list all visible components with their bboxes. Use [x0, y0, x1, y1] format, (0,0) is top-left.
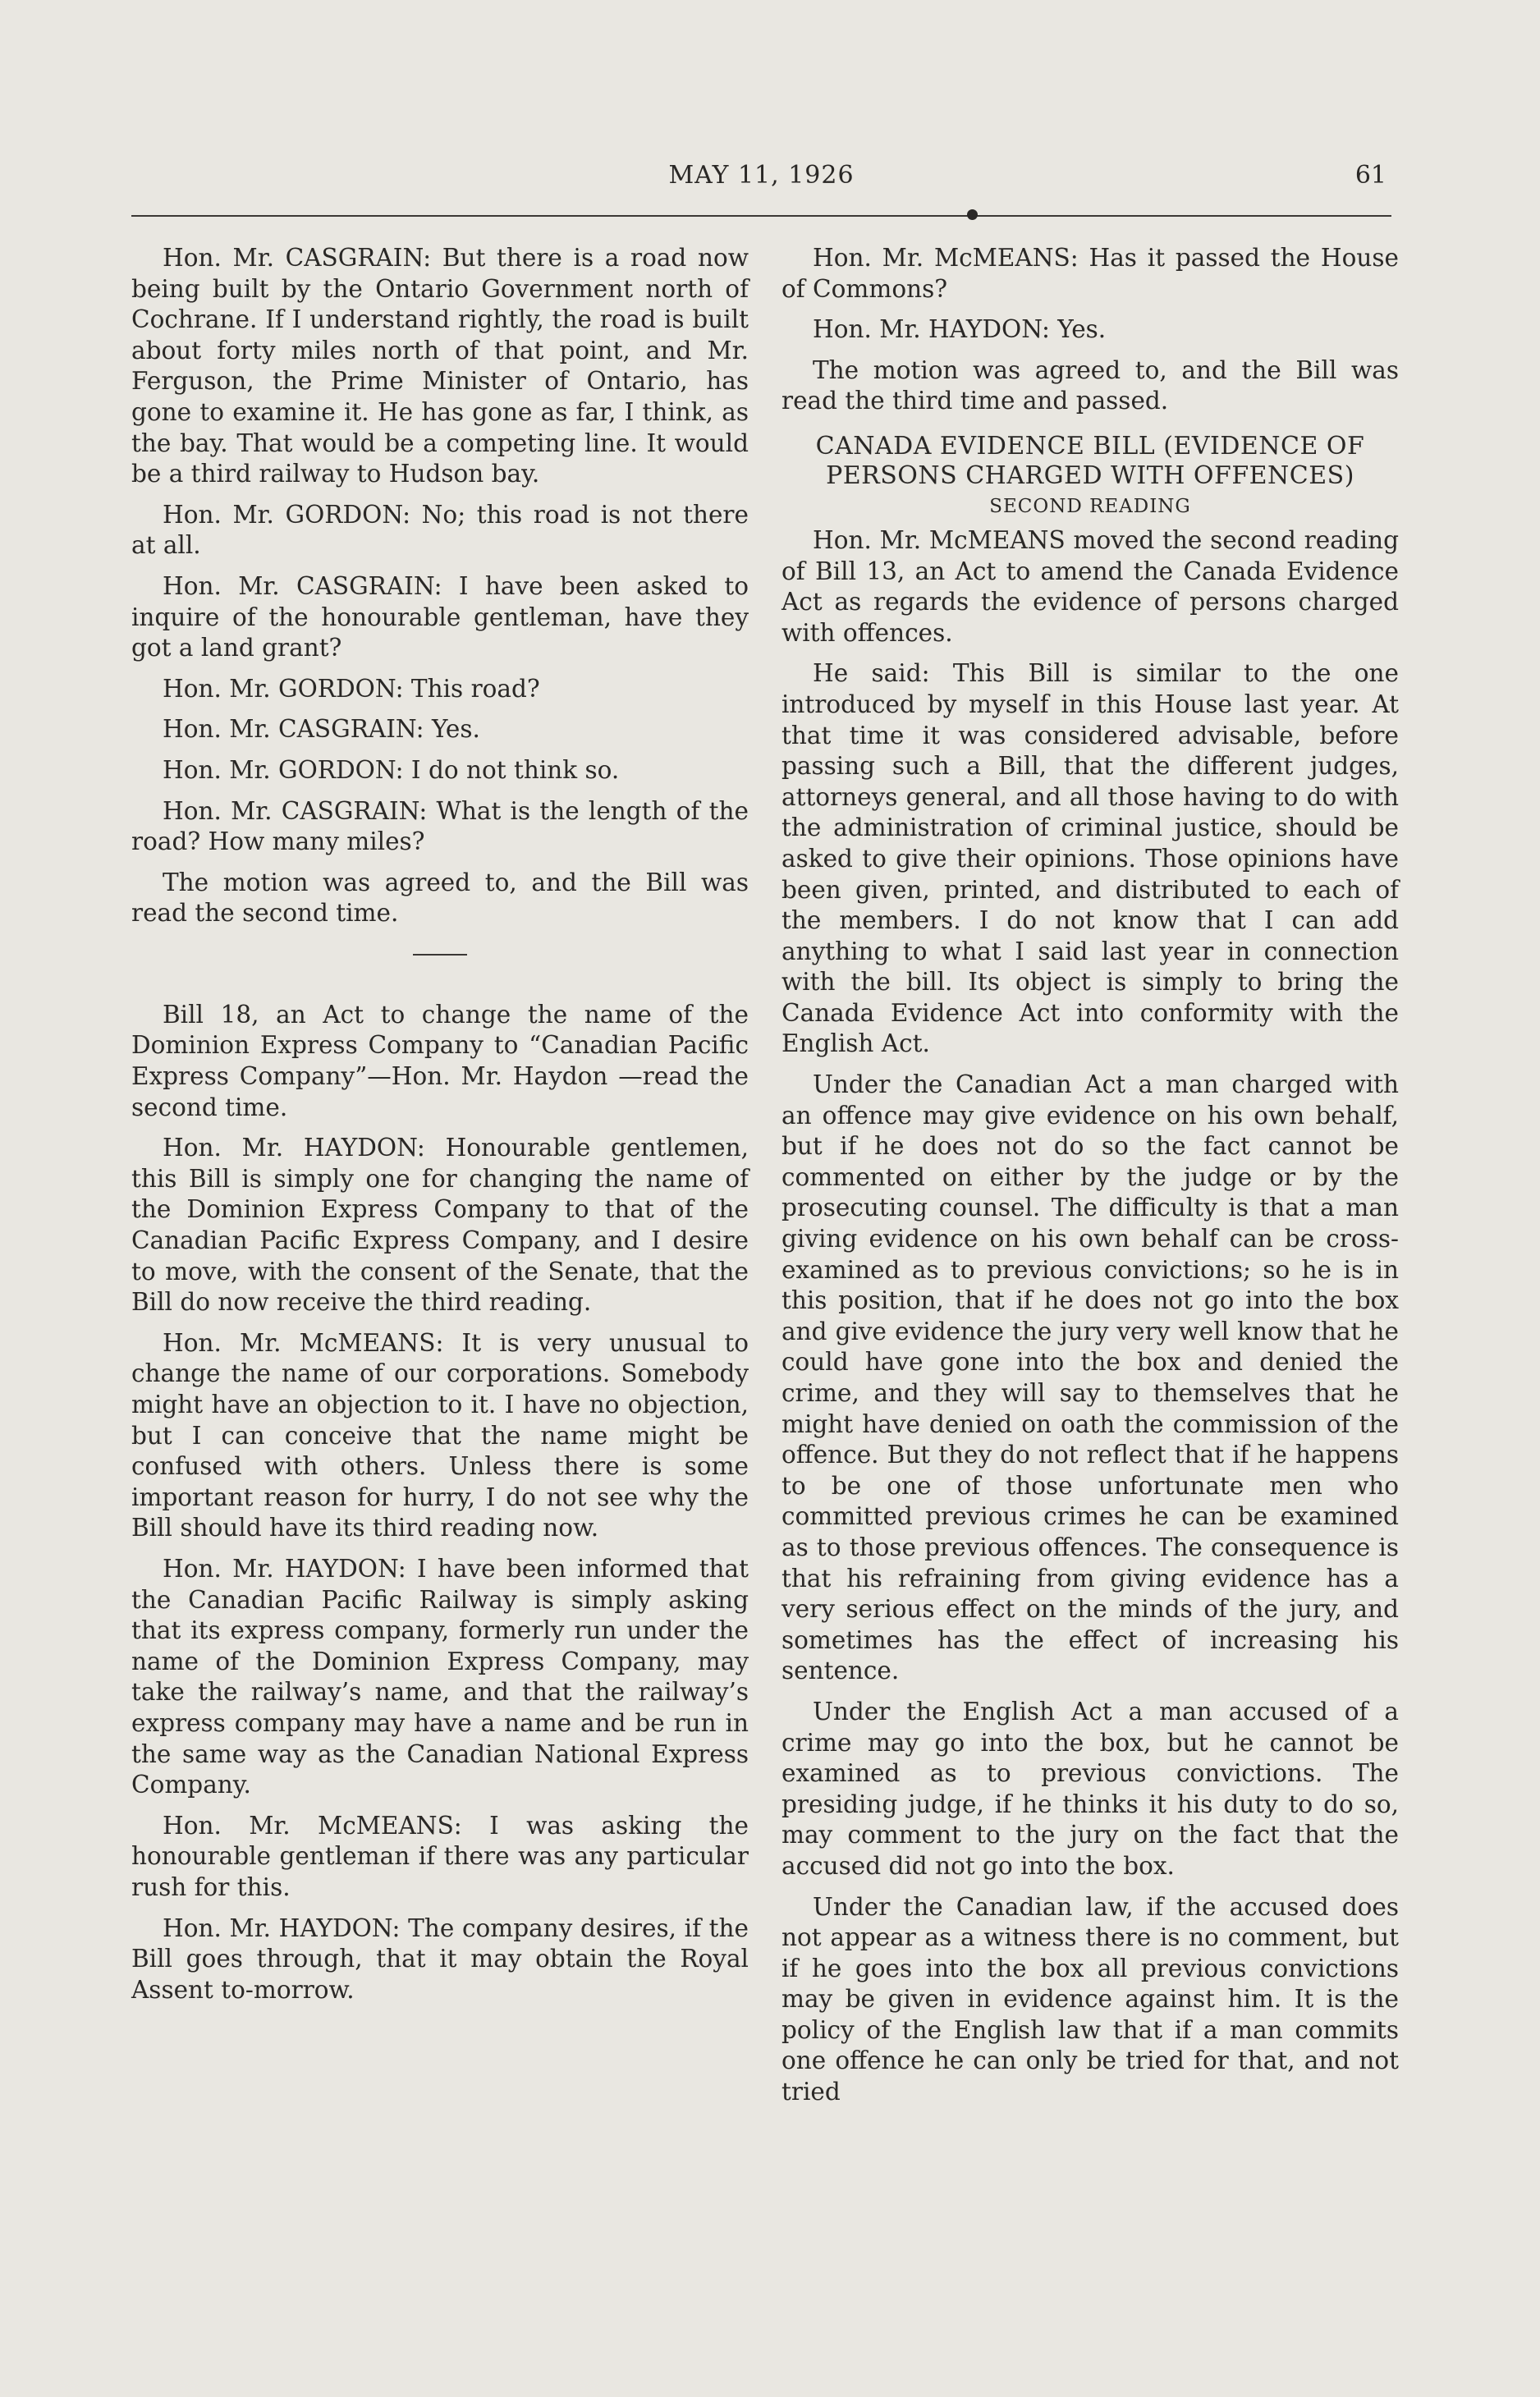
paragraph: Bill 18, an Act to change the name of the Dominion Express Company to “Canadian Pacific Express Company”—Hon. Mr. Haydon —read the second time. — [131, 1000, 749, 1121]
header-rule — [131, 215, 1391, 217]
paragraph: Hon. Mr. HAYDON: I have been informed that the Canadian Pacific Railway is simply asking that its express company, formerly run under the name of the Dominion Express Company, may take the railway’s name, and that the railway’s express company may have a name and be run in the same way as the Canadian National Express Company. — [131, 1554, 749, 1799]
section-heading: CANADA EVIDENCE BILL (EVIDENCE OF PERSONS CHARGED WITH OFFENCES) — [815, 431, 1365, 490]
paragraph: Hon. Mr. GORDON: I do not think so. — [163, 755, 620, 784]
right-column — [781, 243, 1399, 2118]
page-date: MAY 11, 1926 — [668, 161, 855, 190]
left-column — [131, 243, 749, 2015]
paragraph: Under the Canadian Act a man charged with an offence may give evidence on his own behalf, but if he does not do so the fact cannot be commented on either by the judge or by the prosecuting counsel. The difficulty is that a man giving evidence on his own behalf can be cross-examined as to previous convictions; so he is in this position, that if he does not go into the box and give evidence the jury very well know that he could have gone into the box and denied the crime, and they will say to themselves that he might have denied on oath the commission of the offence. But they do not reflect that if he happens to be one of those unfortunate men who committed previous crimes he can be examined as to those previous offences. The consequence is that his refraining from giving evidence has a very serious effect on the minds of the jury, and sometimes has the effect of increasing his sentence. — [781, 1070, 1399, 1685]
paragraph: Under the Canadian law, if the accused does not appear as a witness there is no comment, but if he goes into the box all previous convictions may be given in evidence against him. It is the policy of the English law that if a man commits one offence he can only be tried for that, and not tried — [781, 1892, 1399, 2106]
paragraph: Hon. Mr. CASGRAIN: But there is a road now being built by the Ontario Government north of Cochrane. If I understand rightly, the road is built about forty miles north of that point, and Mr. Ferguson, the Prime Minister of Ontario, has gone to examine it. He has gone as far, I think, as the bay. That would be a competing line. It would be a third railway to Hudson bay. — [131, 244, 749, 488]
section-separator — [413, 954, 467, 956]
section-subheading: SECOND READING — [989, 495, 1191, 517]
paragraph: Hon. Mr. HAYDON: Honourable gentlemen, this Bill is simply one for changing the name of the Dominion Express Company to that of the Canadian Pacific Express Company, and I desire to move, with the consent of the Senate, that the Bill do now receive the third reading. — [131, 1134, 749, 1317]
page-header — [131, 154, 1391, 200]
paragraph: Hon. Mr. GORDON: This road? — [163, 674, 540, 703]
paragraph: Hon. Mr. HAYDON: Yes. — [813, 315, 1107, 344]
paragraph: Hon. Mr. CASGRAIN: What is the length of the road? How many miles? — [131, 796, 749, 856]
paragraph: Hon. Mr. McMEANS: It is very unusual to change the name of our corporations. Somebody might have an objection to it. I have no objection, but I can conceive that the name might be confused with others. Unless there is some important reason for hurry, I do not see why the Bill should have its third reading now. — [131, 1328, 749, 1542]
paragraph: Hon. Mr. GORDON: No; this road is not there at all. — [131, 500, 749, 560]
paragraph: Hon. Mr. CASGRAIN: Yes. — [163, 715, 480, 744]
header-rule-dot — [967, 209, 978, 220]
paragraph: Hon. Mr. McMEANS: Has it passed the House of Commons? — [781, 244, 1399, 303]
paragraph: The motion was agreed to, and the Bill was read the third time and passed. — [781, 355, 1399, 415]
paragraph: Hon. Mr. CASGRAIN: I have been asked to inquire of the honourable gentleman, have they got a land grant? — [131, 571, 749, 662]
paragraph: Under the English Act a man accused of a crime may go into the box, but he cannot be examined as to previous convictions. The presiding judge, if he thinks it his duty to do so, may comment to the jury on the fact that the accused did not go into the box. — [781, 1697, 1399, 1880]
paragraph: He said: This Bill is similar to the one introduced by myself in this House last year. At that time it was considered advisable, before passing such a Bill, that the different judges, attorneys general, and all those having to do with the administration of criminal justice, should be asked to give their opinions. Those opinions have been given, printed, and distributed to each of the members. I do not know that I can add anything to what I said last year in connection with the bill. Its object is simply to bring the Canada Evidence Act into conformity with the English Act. — [781, 659, 1399, 1058]
page-number: 61 — [1354, 161, 1386, 190]
paragraph: Hon. Mr. McMEANS: I was asking the honourable gentleman if there was any particular rush for this. — [131, 1811, 749, 1901]
paragraph: Hon. Mr. HAYDON: The company desires, if the Bill goes through, that it may obtain the Royal Assent to-morrow. — [131, 1913, 749, 2004]
paragraph: Hon. Mr. McMEANS moved the second reading of Bill 13, an Act to amend the Canada Evidence Act as regards the evidence of persons charged with offences. — [781, 525, 1399, 647]
paragraph: The motion was agreed to, and the Bill was read the second time. — [131, 868, 749, 928]
